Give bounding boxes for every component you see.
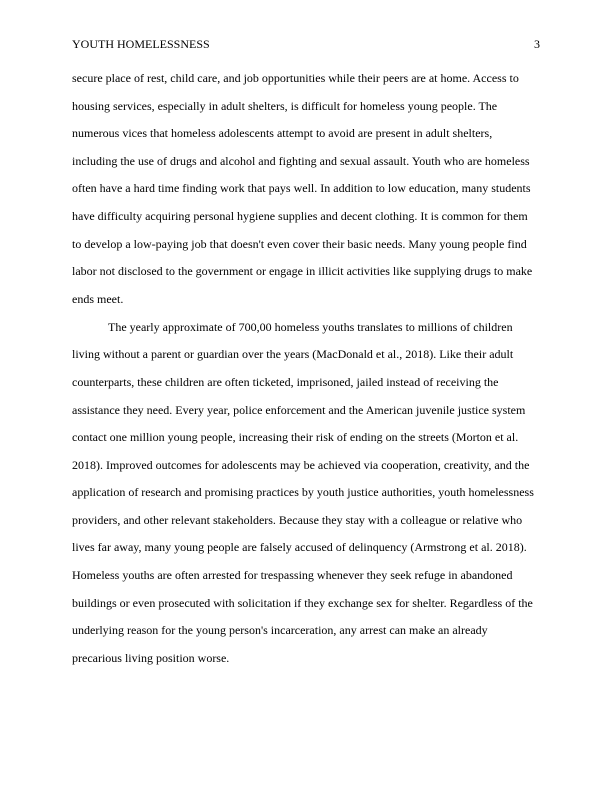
text-line: buildings or even prosecuted with solicitation if they exchange sex for shelter. Regardless of the	[72, 595, 533, 610]
text-line: often have a hard time finding work that pays well. In addition to low education, many students	[72, 181, 531, 196]
text-line: housing services, especially in adult shelters, is difficult for homeless young people. The	[72, 98, 498, 113]
text-line-indented: The yearly approximate of 700,00 homeless youths translates to millions of children	[108, 319, 513, 334]
text-line: including the use of drugs and alcohol and fighting and sexual assault. Youth who are homeless	[72, 153, 530, 168]
text-line: secure place of rest, child care, and job opportunities while their peers are at home. Access to	[72, 71, 519, 85]
text-line: ends meet.	[72, 291, 124, 306]
text-line: 2018). Improved outcomes for adolescents may be achieved via cooperation, creativity, and the	[72, 457, 530, 472]
text-line: Homeless youths are often arrested for trespassing whenever they seek refuge in abandoned	[72, 568, 513, 583]
text-line: assistance they need. Every year, police enforcement and the American juvenile justice system	[72, 402, 526, 417]
page-number: 3	[534, 37, 540, 51]
text-line: underlying reason for the young person's incarceration, any arrest can make an already	[72, 623, 488, 638]
text-line: numerous vices that homeless adolescents attempt to avoid are present in adult shelters,	[72, 126, 493, 141]
running-head: YOUTH HOMELESSNESS	[72, 37, 210, 51]
text-line: application of research and promising practices by youth justice authorities, youth homelessness	[72, 485, 534, 500]
body-text	[72, 65, 540, 672]
text-line: counterparts, these children are often ticketed, imprisoned, jailed instead of receiving the	[72, 374, 499, 389]
text-line: living without a parent or guardian over the years (MacDonald et al., 2018). Like their adult	[72, 347, 514, 362]
text-line: lives far away, many young people are falsely accused of delinquency (Armstrong et al. 2018).	[72, 540, 527, 555]
text-line: providers, and other relevant stakeholders. Because they stay with a colleague or relative who	[72, 512, 523, 527]
text-line: have difficulty acquiring personal hygiene supplies and decent clothing. It is common for them	[72, 208, 528, 223]
text-line: contact one million young people, increasing their risk of ending on the streets (Morton et al.	[72, 430, 519, 445]
text-line: precarious living position worse.	[72, 650, 230, 665]
paragraph-2	[72, 314, 540, 673]
text-line: to develop a low-paying job that doesn't even cover their basic needs. Many young people find	[72, 236, 527, 251]
page-header	[72, 36, 540, 52]
text-line: labor not disclosed to the government or engage in illicit activities like supplying drugs to make	[72, 264, 533, 279]
paragraph-1	[72, 65, 540, 313]
